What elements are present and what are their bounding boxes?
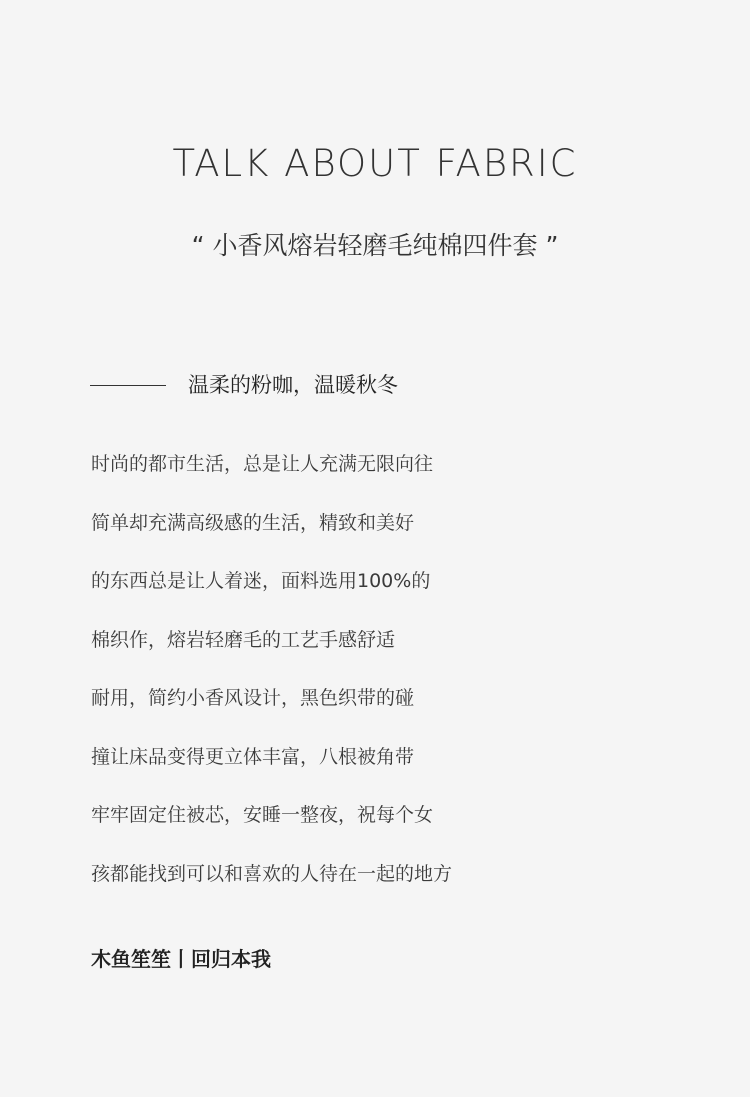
description-paragraph — [91, 452, 452, 920]
description-line: 棉织作，熔岩轻磨毛的工艺手感舒适 — [91, 628, 396, 651]
product-subtitle: “ 小香风熔岩轻磨毛纯棉四件套 ” — [191, 231, 559, 260]
description-line: 耐用，简约小香风设计，黑色织带的碰 — [91, 687, 415, 709]
description-line: 撞让床品变得更立体丰富，八根被角带 — [91, 745, 415, 768]
section-heading — [90, 368, 398, 402]
description-line: 时尚的都市生活，总是让人充满无限向往 — [91, 453, 434, 475]
section-heading-text: 温柔的粉咖，温暖秋冬 — [188, 373, 398, 397]
description-line: 牢牢固定住被芯，安睡一整夜，祝每个女 — [91, 804, 434, 826]
heading-divider-line — [90, 385, 166, 386]
signature: 木鱼笙笙丨回归本我 — [91, 947, 271, 971]
description-line: 简单却充满高级感的生活，精致和美好 — [91, 511, 415, 534]
description-line: 的东西总是让人着迷，面料选用100%的 — [91, 570, 431, 592]
description-line: 孩都能找到可以和喜欢的人待在一起的地方 — [91, 862, 453, 885]
page-title: TALK ABOUT FABRIC — [172, 142, 578, 185]
